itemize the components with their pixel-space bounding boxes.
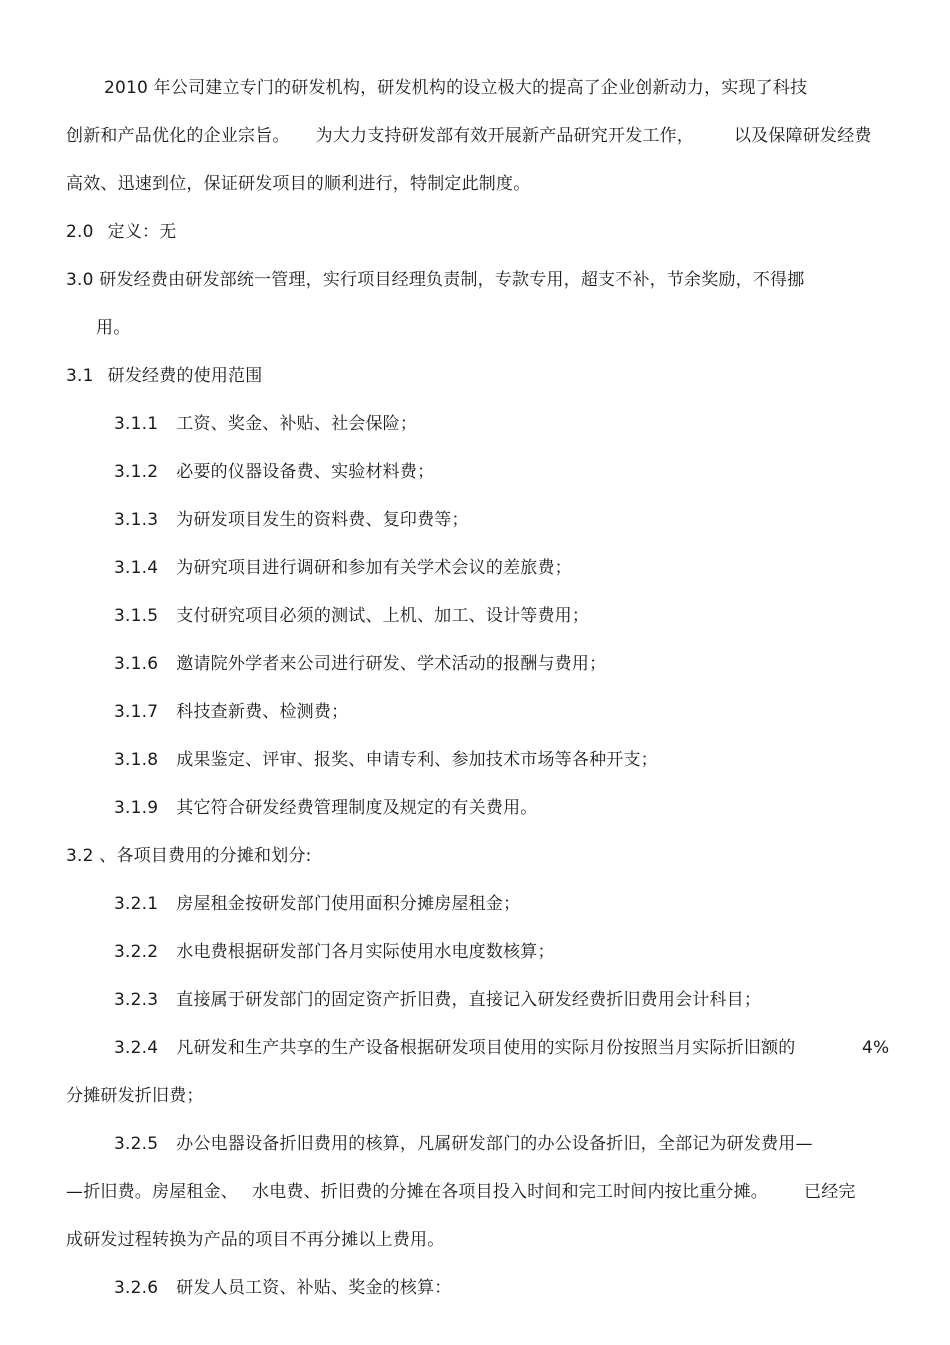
list-item [114,604,589,628]
list-item-text: 直接属于研发部门的固定资产折旧费，直接记入研发经费折旧费用会计科目； [176,990,762,1010]
list-item-number: 3.2.4 [114,1038,159,1058]
intro-line-2-part-b: 为大力支持研发部有效开展新产品研究开发工作， [315,126,695,146]
list-item-number: 3.1.5 [114,606,159,626]
list-item-continuation [66,1180,856,1204]
section-3-0-line-2 [96,316,130,340]
list-item-number: 3.1.7 [114,702,159,722]
list-item-number: 3.1.8 [114,750,159,770]
intro-line-1-text: 2010 年公司建立专门的研发机构，研发机构的设立极大的提高了企业创新动力，实现了科技 [104,78,808,98]
list-item-text: 办公电器设备折旧费用的核算，凡属研发部门的办公设备折旧，全部记为研发费用— [176,1134,813,1154]
list-item-number: 3.2.6 [114,1278,159,1298]
list-item [114,940,555,964]
list-item [114,412,417,436]
list-item-text: 其它符合研发经费管理制度及规定的有关费用。 [176,798,538,818]
list-item [114,988,761,1012]
section-3-2-heading [66,844,312,868]
list-item-number: 3.2.2 [114,942,159,962]
list-item-continuation-text: 成研发过程转换为产品的项目不再分摊以上费用。 [66,1230,445,1250]
section-3-1-number: 3.1 [66,366,94,386]
list-item-text: 为研究项目进行调研和参加有关学术会议的差旅费； [176,558,572,578]
continuation-part-a: —折旧费。房屋租金、 [66,1182,238,1202]
list-item-number: 3.1.3 [114,510,159,530]
list-item-text: 研发人员工资、补贴、奖金的核算： [176,1278,452,1298]
continuation-part-b: 水电费、折旧费的分摊在各项目投入时间和完工时间内按比重分摊。 [252,1182,768,1202]
list-item-continuation [66,1084,204,1108]
list-item [114,1132,813,1156]
intro-line-2 [66,124,872,148]
list-item-number: 3.2.3 [114,990,159,1010]
list-item [114,460,434,484]
section-3-0-text-2: 用。 [96,318,131,338]
list-item-number: 3.2.1 [114,894,159,914]
list-item-text: 房屋租金按研发部门使用面积分摊房屋租金； [176,894,521,914]
list-item [114,796,537,820]
list-item [114,748,658,772]
section-3-1-heading [66,364,262,388]
list-item [114,556,572,580]
list-item-number: 3.2.5 [114,1134,159,1154]
section-3-0-line-1 [66,268,804,292]
list-item-text: 邀请院外学者来公司进行研发、学术活动的报酬与费用； [176,654,607,674]
list-item-text: 工资、奖金、补贴、社会保险； [176,414,418,434]
list-item-continuation [66,1228,444,1252]
list-item-text: 水电费根据研发部门各月实际使用水电度数核算； [176,942,555,962]
intro-line-1 [104,76,807,100]
list-item-text: 科技查新费、检测费； [176,702,349,722]
list-item [114,1276,451,1300]
list-item-number: 3.1.1 [114,414,159,434]
list-item [114,892,520,916]
intro-line-3 [66,172,530,196]
intro-line-3-text: 高效、迅速到位，保证研发项目的顺利进行，特制定此制度。 [66,174,531,194]
list-item [114,652,606,676]
list-item-text: 成果鉴定、评审、报奖、申请专利、参加技术市场等各种开支； [176,750,658,770]
percent-value [862,1036,889,1060]
list-item-continuation-text: 分摊研发折旧费； [66,1086,204,1106]
section-2-0 [66,220,176,244]
intro-line-2-part-c: 以及保障研发经费 [734,126,872,146]
list-item-number: 3.1.6 [114,654,159,674]
list-item-number: 3.1.4 [114,558,159,578]
list-item [114,508,469,532]
percent-value-text: 4% [862,1038,890,1058]
list-item-number: 3.1.2 [114,462,159,482]
list-item [114,700,348,724]
list-item-text: 必要的仪器设备费、实验材料费； [176,462,435,482]
section-2-0-text: 定义：无 [107,222,177,242]
list-item-text: 支付研究项目必须的测试、上机、加工、设计等费用； [176,606,590,626]
intro-line-2-part-a: 创新和产品优化的企业宗旨。 [66,126,290,146]
section-3-2-title: 3.2 、各项目费用的分摊和划分: [66,846,312,866]
list-item-text: 为研发项目发生的资料费、复印费等； [176,510,469,530]
list-item [114,1036,795,1060]
section-3-1-title: 研发经费的使用范围 [107,366,263,386]
section-3-0-text-1: 3.0 研发经费由研发部统一管理，实行项目经理负责制，专款专用，超支不补，节余奖励，不得挪 [66,270,805,290]
list-item-number: 3.1.9 [114,798,159,818]
continuation-part-c: 已经完 [804,1182,856,1202]
section-2-0-number: 2.0 [66,222,94,242]
list-item-text: 凡研发和生产共享的生产设备根据研发项目使用的实际月份按照当月实际折旧额的 [176,1038,796,1058]
